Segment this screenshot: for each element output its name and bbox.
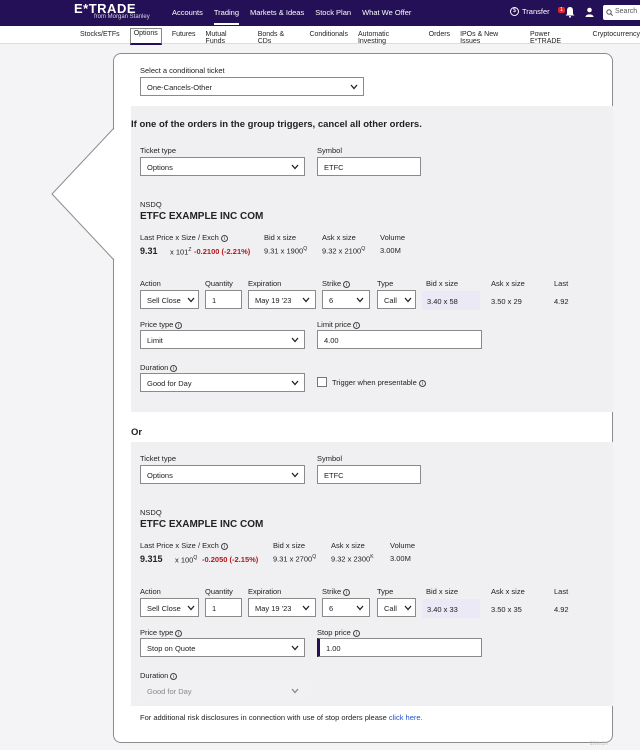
ticket-type-select-2[interactable]: [140, 465, 305, 484]
last-price-label-2: Last Price x Size / Exch i: [140, 541, 228, 550]
symbol-label-2: Symbol: [317, 454, 343, 463]
chevron-down-icon: [187, 605, 195, 611]
subnav-options[interactable]: Options: [130, 28, 162, 45]
type-label-2: Type: [377, 587, 394, 596]
ask-size-label: Ask x size: [491, 279, 525, 288]
price-type-value: Limit: [147, 336, 163, 345]
duration-select[interactable]: [140, 373, 305, 392]
price-type-select[interactable]: [140, 330, 305, 349]
trigger-label: Trigger when presentable i: [332, 378, 426, 387]
chevron-down-icon: [291, 645, 299, 651]
search-label: Search: [615, 8, 638, 15]
nav-what-we-offer[interactable]: What We Offer: [362, 8, 412, 17]
stop-price-input[interactable]: 1.00: [317, 638, 482, 657]
volume-value: 3.00M: [380, 246, 401, 255]
duration-select-2: [140, 681, 305, 700]
action-value: Sell Close: [147, 604, 181, 613]
chevron-down-icon: [302, 297, 310, 303]
info-icon[interactable]: i: [175, 630, 182, 637]
bid-size-label-2: Bid x size: [426, 587, 459, 596]
nav-accounts[interactable]: Accounts: [172, 8, 203, 17]
price-change: -0.2100 (-2.21%): [194, 247, 251, 256]
quantity-input[interactable]: 1: [205, 290, 242, 309]
chevron-down-icon: [291, 380, 299, 386]
quantity-label: Quantity: [205, 279, 233, 288]
type-select-2[interactable]: [377, 598, 416, 617]
symbol-label: Symbol: [317, 146, 343, 155]
duration-label-2: Duration i: [140, 671, 177, 680]
volume-label-2: Volume: [390, 541, 416, 550]
info-icon[interactable]: i: [343, 589, 350, 596]
action-value: Sell Close: [147, 296, 181, 305]
subnav-ipos[interactable]: IPOs & New Issues: [460, 31, 499, 45]
ask-size-value-2: 3.50 x 35: [491, 605, 522, 614]
subnav-automatic-investing[interactable]: Automatic Investing: [357, 31, 390, 45]
exchange-label-2: NSDQ: [140, 508, 162, 517]
ticket-type-value: Options: [147, 471, 173, 480]
symbol-input-2[interactable]: ETFC: [317, 465, 421, 484]
bid-size-value-2: 3.40 x 33: [422, 599, 480, 618]
last-price-label: Last Price x Size / Exch i: [140, 233, 228, 242]
nav-stock-plan[interactable]: Stock Plan: [315, 8, 352, 17]
expiration-label-2: Expiration: [248, 587, 282, 596]
chevron-down-icon: [356, 605, 364, 611]
expiration-label: Expiration: [248, 279, 282, 288]
strike-select-2[interactable]: [322, 598, 370, 617]
ask-label: Ask x size: [322, 233, 356, 242]
subnav-power-etrade[interactable]: Power E*TRADE: [529, 31, 562, 45]
info-icon[interactable]: i: [170, 365, 177, 372]
expiration-select[interactable]: [248, 290, 316, 309]
price-type-value: Stop on Quote: [147, 644, 196, 653]
volume-value-2: 3.00M: [390, 554, 411, 563]
chevron-down-icon: [291, 337, 299, 343]
transfer-button[interactable]: [510, 7, 550, 16]
conditional-ticket-select[interactable]: [140, 77, 364, 96]
chevron-down-icon: [291, 472, 299, 478]
search-box[interactable]: [603, 5, 640, 20]
limit-price-input[interactable]: 4.00: [317, 330, 482, 349]
click-here-link[interactable]: click here.: [388, 713, 423, 722]
callout-pointer: [50, 128, 116, 268]
action-label-2: Action: [140, 587, 161, 596]
info-icon[interactable]: i: [170, 673, 177, 680]
order-1-section: [131, 136, 613, 412]
price-type-select-2[interactable]: [140, 638, 305, 657]
bid-size-label: Bid x size: [426, 279, 459, 288]
price-type-label-2: Price type i: [140, 628, 182, 637]
price-change-2: -0.2050 (-2.15%): [202, 555, 259, 564]
chevron-down-icon: [291, 164, 299, 170]
stop-price-label: Stop price i: [317, 628, 360, 637]
ask-size-label-2: Ask x size: [491, 587, 525, 596]
company-name-2: ETFC EXAMPLE INC COM: [140, 519, 264, 530]
trading-subnav: [0, 26, 640, 44]
last-price: 9.31: [140, 246, 158, 256]
info-icon[interactable]: i: [175, 322, 182, 329]
expiration-value: May 19 '23: [255, 604, 292, 613]
chevron-down-icon: [187, 297, 195, 303]
last-col-label-2: Last: [554, 587, 569, 596]
strike-select[interactable]: [322, 290, 370, 309]
last-value: 4.92: [554, 297, 569, 306]
chevron-down-icon: [356, 297, 364, 303]
type-value: Call: [384, 296, 397, 305]
bid-label: Bid x size: [264, 233, 297, 242]
transfer-icon: $: [510, 7, 519, 16]
bid-value: 9.31 x $1900^Q$: [264, 246, 308, 256]
nav-trading[interactable]: Trading: [214, 8, 239, 25]
ticket-type-label-2: Ticket type: [140, 454, 176, 463]
ask-size-value: 3.50 x 29: [491, 297, 522, 306]
bid-label-2: Bid x size: [273, 541, 306, 550]
expiration-value: May 19 '23: [255, 296, 292, 305]
group-heading: If one of the orders in the group triggers, cancel all other orders.: [131, 119, 422, 130]
bid-size-value: 3.40 x 58: [422, 291, 480, 310]
bid-value-2: 9.31 x $2700^Q$: [273, 554, 317, 564]
notification-badge: 1: [560, 7, 564, 13]
duration-value: Good for Day: [147, 379, 192, 388]
subnav-bonds-cds[interactable]: Bonds & CDs: [257, 31, 285, 45]
top-navigation-bar: [0, 0, 640, 26]
transfer-label: Transfer: [522, 7, 550, 16]
info-icon[interactable]: i: [221, 543, 228, 550]
user-icon[interactable]: [585, 7, 594, 17]
action-label: Action: [140, 279, 161, 288]
last-value-2: 4.92: [554, 605, 569, 614]
subnav-futures[interactable]: Futures: [171, 31, 196, 38]
strike-label-2: Strike i: [322, 587, 350, 596]
watermark: znn.cn: [590, 741, 608, 747]
info-icon[interactable]: i: [343, 281, 350, 288]
main-nav: [172, 8, 411, 25]
type-value: Call: [384, 604, 397, 613]
search-icon: [606, 9, 613, 16]
nav-markets-ideas[interactable]: Markets & Ideas: [250, 8, 305, 17]
subnav-conditionals[interactable]: Conditionals: [309, 31, 348, 38]
conditional-ticket-value: One-Cancels-Other: [147, 83, 213, 92]
conditional-ticket-label: Select a conditional ticket: [140, 66, 225, 75]
type-select[interactable]: [377, 290, 416, 309]
last-col-label: Last: [554, 279, 569, 288]
action-select[interactable]: [140, 290, 199, 309]
last-price-2: 9.315: [140, 554, 163, 564]
ticket-type-value: Options: [147, 163, 173, 172]
subnav-cryptocurrency[interactable]: Cryptocurrency: [592, 31, 640, 38]
subnav-mutual-funds[interactable]: Mutual Funds: [205, 31, 227, 45]
quantity-label-2: Quantity: [205, 587, 233, 596]
logo-subtitle: from Morgan Stanley: [94, 14, 150, 20]
type-label: Type: [377, 279, 394, 288]
ticket-type-select[interactable]: [140, 157, 305, 176]
strike-label: Strike i: [322, 279, 350, 288]
strike-value: 6: [329, 296, 334, 305]
subnav-stocks-etfs[interactable]: Stocks/ETFs: [80, 31, 120, 38]
trigger-checkbox[interactable]: [317, 377, 327, 387]
volume-label: Volume: [380, 233, 406, 242]
subnav-orders[interactable]: Orders: [428, 31, 451, 38]
info-icon[interactable]: i: [353, 322, 360, 329]
chevron-down-icon: [404, 605, 412, 611]
strike-value: 6: [329, 604, 334, 613]
quantity-input-2[interactable]: 1: [205, 598, 242, 617]
bell-icon[interactable]: [564, 6, 576, 18]
or-divider: Or: [131, 427, 143, 438]
last-size: x $101^Z$: [170, 247, 192, 257]
duration-value: Good for Day: [147, 687, 192, 696]
duration-label: Duration i: [140, 363, 177, 372]
info-icon[interactable]: i: [419, 380, 426, 387]
exchange-label: NSDQ: [140, 200, 162, 209]
chevron-down-icon: [404, 297, 412, 303]
ask-label-2: Ask x size: [331, 541, 365, 550]
chevron-down-icon: [350, 84, 358, 90]
ask-value-2: 9.32 x $2300^K$: [331, 554, 374, 564]
price-type-label: Price type i: [140, 320, 182, 329]
etrade-logo[interactable]: E*TRADE: [74, 1, 137, 16]
expiration-select-2[interactable]: [248, 598, 316, 617]
action-select-2[interactable]: [140, 598, 199, 617]
chevron-down-icon: [302, 605, 310, 611]
last-size-2: x $100^Q$: [175, 555, 198, 565]
stop-order-disclosure: For additional risk disclosures in connection with use of stop orders please click here.: [140, 713, 423, 722]
ticket-type-label: Ticket type: [140, 146, 176, 155]
limit-price-label: Limit price i: [317, 320, 360, 329]
company-name: ETFC EXAMPLE INC COM: [140, 211, 264, 222]
chevron-down-icon: [291, 688, 299, 694]
info-icon[interactable]: i: [221, 235, 228, 242]
symbol-input[interactable]: ETFC: [317, 157, 421, 176]
info-icon[interactable]: i: [353, 630, 360, 637]
ask-value: 9.32 x $2100^Q$: [322, 246, 366, 256]
